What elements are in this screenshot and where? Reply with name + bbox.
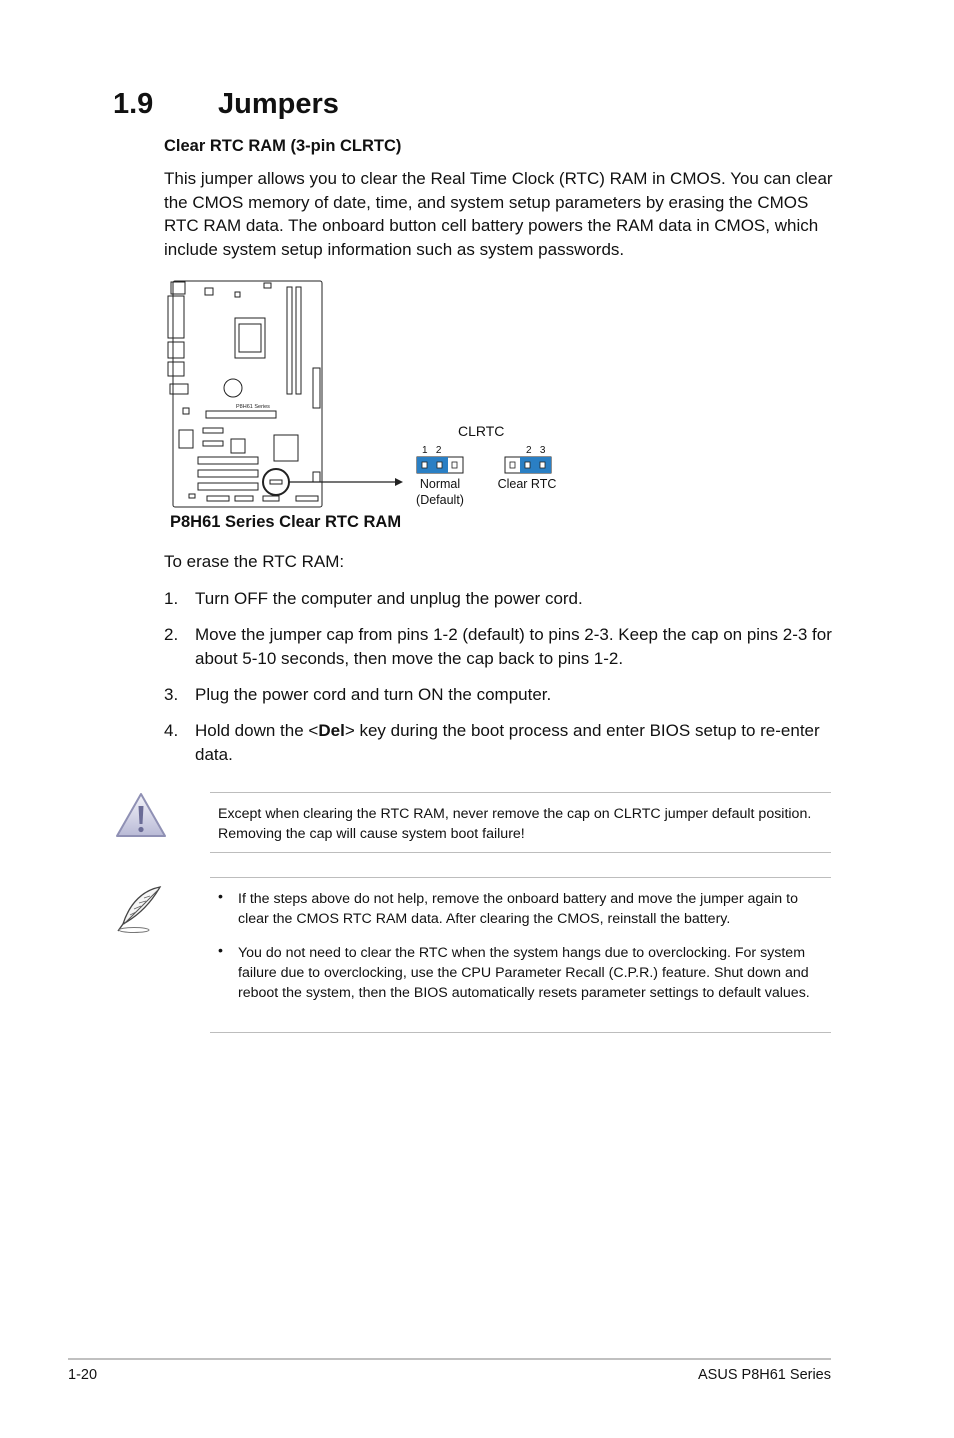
footer-rule (68, 1358, 831, 1360)
steps-intro: To erase the RTC RAM: (164, 552, 345, 571)
note-top-rule (210, 877, 831, 878)
atx-power (313, 368, 320, 408)
section-title: Jumpers (218, 88, 339, 120)
step-text: Turn OFF the computer and unplug the power cord. (195, 589, 583, 608)
bullet-marker: • (218, 943, 223, 959)
clear-pin-numbers: 2 3 (526, 445, 546, 456)
note-bottom-rule (210, 1032, 831, 1033)
normal-pin-numbers: 1 2 (422, 445, 442, 456)
feather-quill-icon (114, 884, 166, 936)
clrtc-label: CLRTC (458, 423, 505, 439)
step-text (195, 719, 840, 766)
footer-product-name: ASUS P8H61 Series (698, 1367, 831, 1383)
caution-top-rule (210, 792, 831, 793)
normal-default-label: (Default) (416, 493, 464, 507)
del-key: Del (318, 721, 345, 740)
note-bullet-2: You do not need to clear the RTC when the system hangs due to overclocking. For system failure due to overclocking, use the CPU Parameter Recall (C.P.R.) feature. Shut down and reboot the system, then the BIOS automatically resets parameter settings to default values. (238, 945, 810, 1001)
caution-text: Except when clearing the RTC RAM, never remove the cap on CLRTC jumper default position. Removing the cap will cause system boot failure! (218, 806, 812, 842)
warning-triangle-icon (113, 790, 169, 840)
pointer-arrowhead (395, 478, 403, 486)
io-block (168, 342, 184, 358)
io-block (168, 296, 184, 338)
dimm-slot (287, 287, 292, 394)
note-bullet-1: If the steps above do not help, remove the onboard battery and move the jumper again to clear the CMOS RTC RAM data. After clearing the CMOS, reinstall the battery. (238, 891, 798, 927)
jumper-clear (505, 457, 551, 473)
clrtc-location-marker (263, 469, 289, 495)
chipset (274, 435, 298, 461)
caution-bottom-rule (210, 852, 831, 853)
page-number: 1-20 (68, 1367, 98, 1383)
bullet-marker: • (218, 889, 223, 905)
step-number: 2. (164, 625, 179, 644)
step-number: 1. (164, 589, 179, 608)
step-text-post: > key during the boot process and enter BIOS setup to re-enter data. (195, 721, 820, 764)
jumper-normal (417, 457, 463, 473)
diagram-caption: P8H61 Series Clear RTC RAM (170, 513, 402, 531)
step-text: Plug the power cord and turn ON the computer. (195, 685, 552, 704)
step-number: 4. (164, 721, 179, 740)
subsection-title: Clear RTC RAM (3-pin CLRTC) (164, 137, 402, 155)
section-number: 1.9 (113, 88, 154, 120)
step-number: 3. (164, 685, 179, 704)
normal-label: Normal (419, 477, 461, 491)
clrtc-diagram (163, 276, 583, 512)
step-text: Move the jumper cap from pins 1-2 (default) to pins 2-3. Keep the cap on pins 2-3 for about 5-10 seconds, then move the cap back to pins 1-2. (195, 625, 832, 668)
io-block (168, 362, 184, 376)
dimm-slot (296, 287, 301, 394)
battery-cr2032 (224, 379, 242, 397)
step-text-pre: Hold down the < (195, 721, 319, 740)
board-silkscreen-label: P8H61 Series (236, 404, 270, 410)
intro-paragraph: This jumper allows you to clear the Real Time Clock (RTC) RAM in CMOS. You can clear the CMOS memory of date, time, and system setup parameters by erasing the CMOS RTC RAM data. The onboard button cell battery powers the RAM data in CMOS, which include system setup information such as system passwords. (164, 169, 833, 259)
clear-rtc-label: Clear RTC (497, 477, 557, 491)
